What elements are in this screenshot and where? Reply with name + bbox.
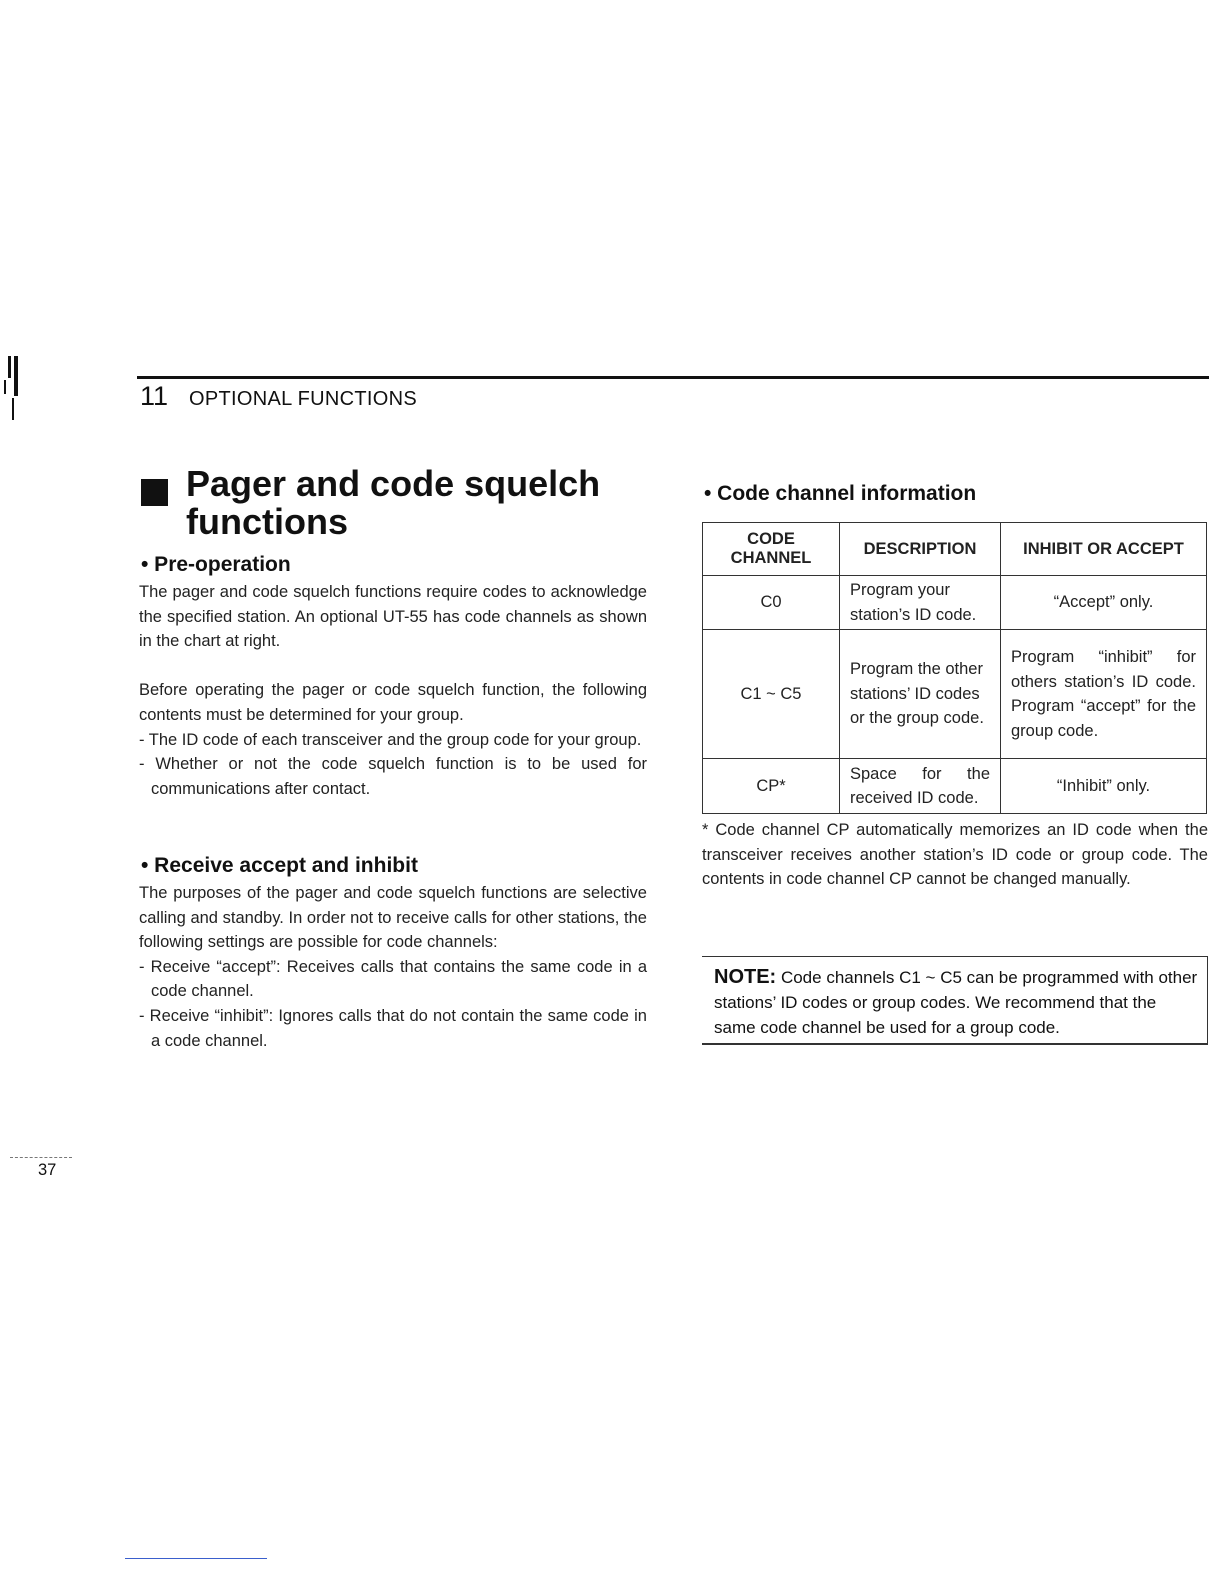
page-number-rule (10, 1157, 72, 1158)
cell-description: Program your station’s ID code. (840, 576, 1001, 630)
margin-mark (12, 398, 14, 420)
list-item: - The ID code of each transceiver and the group code for your group. (139, 730, 642, 749)
code-channel-heading: • Code channel information (704, 482, 977, 505)
note-label: NOTE: (714, 966, 777, 988)
page-number: 37 (38, 1161, 57, 1179)
section-square-icon (141, 479, 168, 506)
list-item: - Whether or not the code squelch function is to be used for communications after contact. (139, 755, 647, 798)
margin-mark (14, 356, 18, 396)
cell-channel: C0 (703, 576, 840, 630)
section-title: Pager and code squelch functions (186, 463, 601, 542)
pre-operation-para-2: Before operating the pager or code squelch function, the following contents must be determined for your group. (139, 681, 647, 724)
receive-heading: • Receive accept and inhibit (141, 854, 418, 877)
receive-text (139, 881, 647, 1053)
receive-list (139, 955, 647, 1053)
cell-description: Space for the received ID code. (840, 759, 1001, 814)
margin-mark (4, 380, 6, 394)
header-description: DESCRIPTION (840, 523, 1001, 576)
chapter-title: OPTIONAL FUNCTIONS (189, 388, 418, 410)
pre-operation-text (139, 580, 647, 801)
margin-mark (8, 356, 11, 378)
note-box (702, 956, 1208, 1045)
receive-para: The purposes of the pager and code squelch functions are selective calling and standby. In order not to receive calls for other stations, the following settings are possible for code channels: (139, 884, 647, 952)
code-channel-table (702, 522, 1207, 814)
table-row (703, 630, 1207, 759)
header-code-channel: CODE CHANNEL (703, 523, 840, 576)
chapter-number: 11 (140, 381, 169, 411)
pre-operation-heading: • Pre-operation (141, 553, 291, 576)
list-item: - Receive “inhibit”: Ignores calls that do not contain the same code in a code channel. (139, 1006, 647, 1050)
note-body: Code channels C1 ~ C5 can be programmed with other stations’ ID codes or group codes. We recommend that the same code channel be used for a group code. (714, 968, 1198, 1037)
table-footnote: * Code channel CP automatically memorizes an ID code when the transceiver receives another station’s ID code or group code. The contents in code channel CP cannot be changed manually. (702, 821, 1208, 889)
cell-channel: C1 ~ C5 (703, 630, 840, 759)
table-header-row (703, 523, 1207, 576)
table-row (703, 759, 1207, 814)
cell-setting: Program “inhibit” for others station’s ID code. Program “accept” for the group code. (1001, 630, 1207, 759)
cell-setting: “Accept” only. (1001, 576, 1207, 630)
cell-channel: CP* (703, 759, 840, 814)
header-inhibit-or-accept: INHIBIT OR ACCEPT (1001, 523, 1207, 576)
pre-operation-para-1: The pager and code squelch functions require codes to acknowledge the specified station. An optional UT-55 has code channels as shown in the chart at right. (139, 583, 647, 651)
note-text (714, 965, 1198, 1040)
table-row (703, 576, 1207, 630)
cell-description: Program the other stations’ ID codes or the group code. (840, 630, 1001, 759)
bottom-rule (125, 1558, 267, 1559)
pre-operation-list (139, 728, 647, 802)
header-rule (137, 376, 1209, 379)
list-item: - Receive “accept”: Receives calls that contains the same code in a code channel. (139, 957, 647, 1001)
cell-setting: “Inhibit” only. (1001, 759, 1207, 814)
